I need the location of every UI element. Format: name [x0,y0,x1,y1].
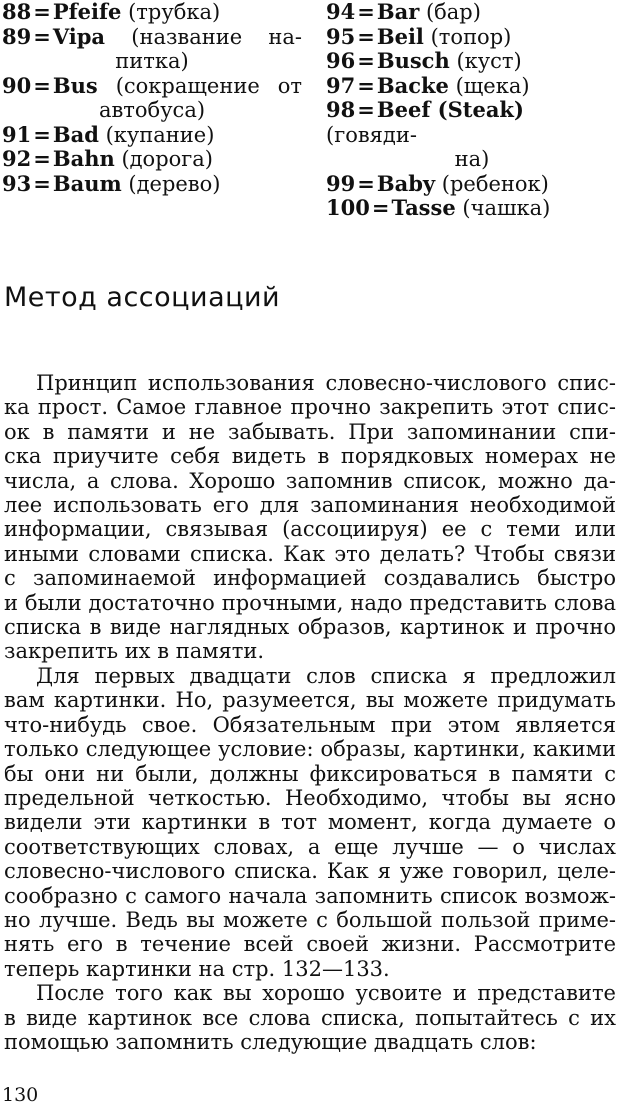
list-entry-94: 94=Bar (бар) [326,0,481,24]
paragraph-1 [4,371,616,664]
text-line: с запоминаемой информацией создавались быстро [4,566,616,591]
text-line: ка прост. Самое главное прочно закрепить этот спис- [4,395,616,420]
text-line: ок в памяти и не забывать. При запоминании спи- [4,419,616,444]
text-line: помощью запомнить следующие двадцать слов: [4,1029,537,1054]
text-line: иными словами списка. Как это делать? Чтобы связи [4,541,616,566]
text-line: лее использовать его для запоминания необходимой [4,493,616,518]
list-entry-98-continued: на) [454,147,490,171]
list-entry-97: 97=Backe (щека) [326,72,530,98]
list-entry-96: 96=Busch (куст) [326,48,522,73]
text-line: информации, связывая (ассоциируя) ее с теми или [4,517,616,542]
text-line: только следующее условие: образы, картинки, какими [4,737,616,762]
word-list-right-column [326,0,618,221]
list-entry-92: 92=Bahn (дорога) [2,146,214,171]
list-entry-99: 99=Baby (ребенок) [326,170,549,196]
text-line: бы они ни были, должны фиксироваться в памяти с [4,761,616,786]
text-line: соответствующих словах, а еще лучше — о числах [4,834,616,859]
page-number: 130 [2,1084,39,1106]
list-entry-88: 88=Pfeife (трубка) [2,0,221,24]
list-entry-95: 95=Beil (топор) [326,23,512,49]
paragraph-2 [4,664,616,981]
list-entry-100: 100=Tasse (чашка) [326,195,551,220]
list-entry-90-continued: автобуса) [98,98,206,122]
text-line: вам картинки. Но, разумеется, вы можете придумать [4,688,616,713]
text-line: но лучше. Ведь вы можете с большой пользой приме- [4,907,616,932]
text-line: в виде картинок все слова списка, попытайтесь с их [4,1005,616,1030]
list-entry-90: 90=Bus (сокращение от [2,72,302,98]
section-heading: Метод ассоциаций [4,282,281,313]
text-line: списка в виде наглядных образов, картинок и прочно [4,615,616,640]
list-entry-98: 98=Beef (Steak) (говяди- [326,97,524,147]
text-line: что-нибудь свое. Обязательным при этом является [4,712,616,737]
text-line: закрепить их в памяти. [4,639,265,664]
text-line: словесно-числового списка. Как я уже говорил, целе- [4,859,616,884]
body-text [4,371,616,1054]
text-line: После того как вы хорошо усвоите и представите [36,981,616,1006]
list-entry-89-continued: питка) [115,49,189,73]
text-line: видели эти картинки в тот момент, когда думаете о [4,810,616,835]
text-line: числа, а слова. Хорошо запомнив список, можно да- [4,468,616,493]
text-line: и были достаточно прочными, надо представить слова [4,590,616,615]
text-line: ска приучите себя видеть в порядковых номерах не [4,444,616,469]
text-line: теперь картинки на стр. 132—133. [4,956,390,981]
text-line: Принцип использования словесно-числового спис- [36,371,616,395]
list-entry-91: 91=Bad (купание) [2,121,215,147]
text-line: предельной четкостью. Необходимо, чтобы вы ясно [4,785,616,810]
list-entry-89: 89=Vipa (название на- [2,23,302,49]
paragraph-3 [4,981,616,1054]
text-line: сообразно с самого начала запомнить список возмож- [4,883,616,908]
word-list-left-column [2,0,302,196]
text-line: нять его в течение всей своей жизни. Рассмотрите [4,932,616,957]
list-entry-93: 93=Baum (дерево) [2,170,221,196]
text-line: Для первых двадцати слов списка я предложил [36,663,616,688]
